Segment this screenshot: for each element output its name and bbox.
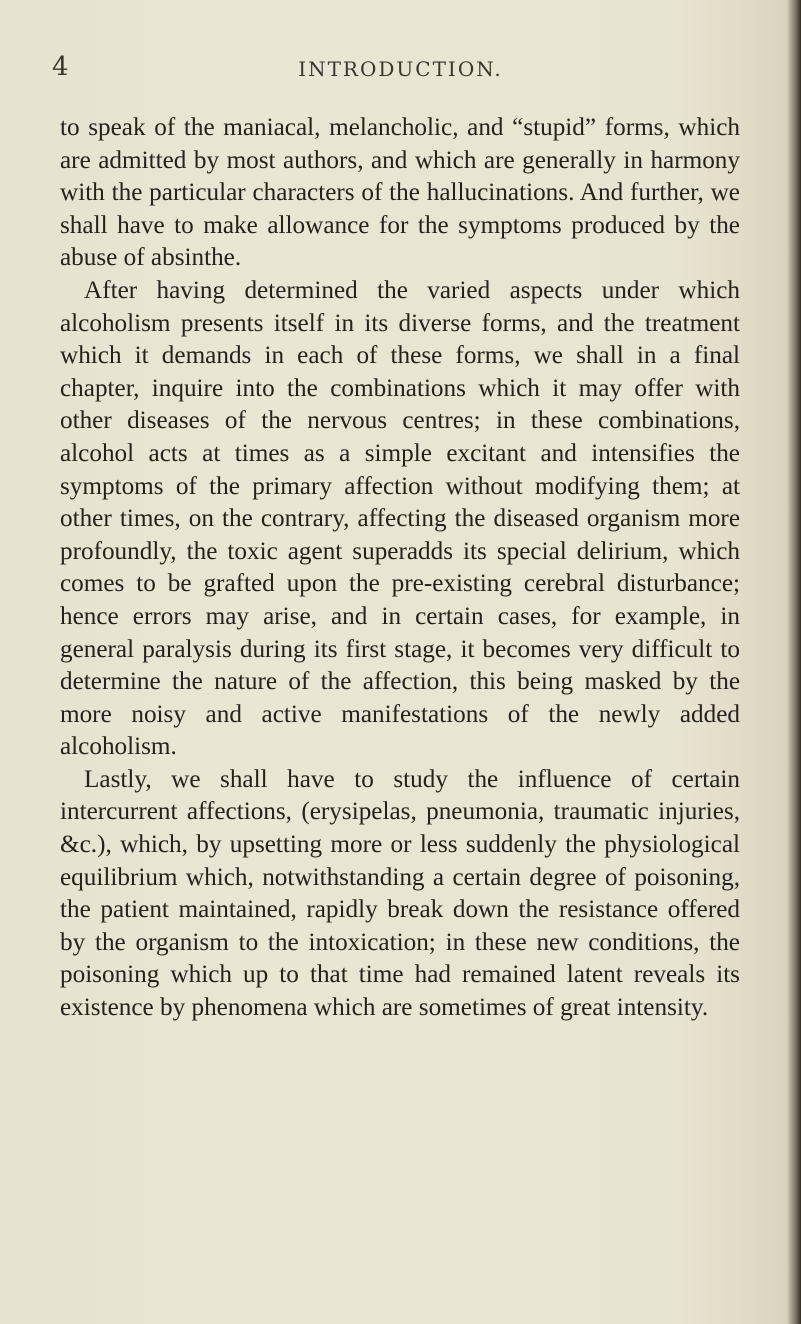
paragraph-continuation: to speak of the maniacal, melancholic, and “stupid” forms, which are admitted by most authors, and which are generally in harmony with the particular characters of the hallucinations. And further, we shall have to make allowance for the symptoms produced by the abuse of absinthe. — [60, 114, 740, 272]
paragraph-combinations: After having determined the varied aspects under which alcoholism presents itself in its diverse forms, and the treatment which it demands in each of these forms, we shall in a final chapter, inquire into the combinations which it may offer with other diseases of the nervous centres; in these combinations, alcohol acts at times as a simple excitant and intensifies the symptoms of the primary affection without modifying them; at other times, on the contrary, affecting the diseased organism more profoundly, the toxic agent superadds its special delirium, which comes to be grafted upon the pre-existing cerebral disturbance; hence errors may arise, and in certain cases, for example, in general paralysis during its first stage, it becomes very difficult to determine the nature of the affection, this being masked by the more noisy and active manifestations of the newly added alcoholism. — [60, 276, 740, 761]
page-number: 4 — [52, 52, 69, 82]
paragraph-intercurrent-affections: Lastly, we shall have to study the influence of certain intercurrent affections, (erysipelas, pneumonia, traumatic injuries, &c.), which, by upsetting more or less suddenly the physiological equilibrium which, notwithstanding a certain degree of poisoning, the patient maintained, rapidly break down the resistance offered by the organism to the intoxication; in these new conditions, the poisoning which up to that time had remained latent reveals its existence by phenomena which are sometimes of great intensity. — [60, 765, 740, 1022]
running-head — [0, 52, 801, 82]
page-edge-shadow — [787, 0, 801, 1324]
body-text — [60, 112, 740, 1025]
running-title: INTRODUCTION. — [298, 57, 503, 81]
